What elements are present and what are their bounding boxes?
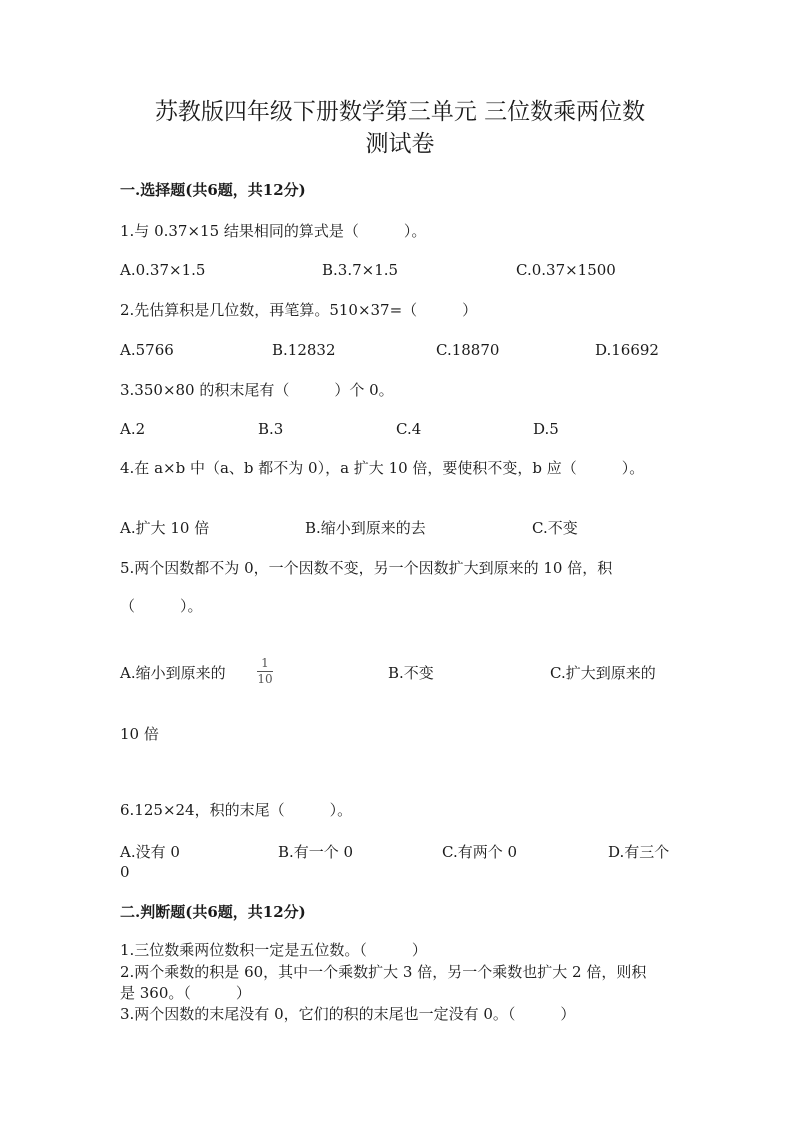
question-6-option-c: C.有两个 0 [442, 843, 518, 861]
question-1-option-a: A.0.37×1.5 [120, 261, 206, 279]
question-2-option-d: D.16692 [595, 341, 659, 359]
judgement-item-3: 3.两个因数的末尾没有 0，它们的积的末尾也一定没有 0。（ ） [120, 1005, 576, 1023]
question-1-stem: 1.与 0.37×15 结果相同的算式是（ ）。 [120, 222, 427, 240]
question-3-option-b: B.3 [258, 420, 284, 438]
question-5-option-a: A.缩小到原来的 [120, 664, 226, 682]
page-title-line2: 测试卷 [365, 131, 435, 157]
question-6-option-a: A.没有 0 [120, 843, 180, 861]
question-5-option-c-continuation: 10 倍 [120, 725, 159, 743]
question-3-option-a: A.2 [120, 420, 146, 438]
question-4-stem: 4.在 a×b 中（a、b 都不为 0），a 扩大 10 倍，要使积不变，b 应（ ）。 [120, 459, 645, 477]
question-3-option-c: C.4 [396, 420, 422, 438]
question-5-stem-line2: （ ）。 [120, 597, 203, 615]
question-2-option-c: C.18870 [436, 341, 500, 359]
question-5-stem-line1: 5.两个因数都不为 0，一个因数不变，另一个因数扩大到原来的 10 倍，积 [120, 559, 613, 577]
question-6-option-d: D.有三个 [608, 843, 670, 861]
question-4-option-a: A.扩大 10 倍 [120, 519, 210, 537]
question-1-option-c: C.0.37×1500 [516, 261, 616, 279]
question-2-option-b: B.12832 [272, 341, 336, 359]
question-6-option-b: B.有一个 0 [278, 843, 354, 861]
fraction-denominator: 10 [257, 672, 273, 686]
question-3-option-d: D.5 [533, 420, 559, 438]
question-6-option-d-continuation: 0 [120, 863, 130, 881]
section-heading-true-false: 二.判断题(共6题，共12分) [120, 903, 306, 921]
question-1-option-b: B.3.7×1.5 [322, 261, 399, 279]
judgement-item-1: 1.三位数乘两位数积一定是五位数。（ ） [120, 941, 427, 959]
question-4-option-b: B.缩小到原来的去 [305, 519, 426, 537]
question-2-option-a: A.5766 [120, 341, 174, 359]
question-3-stem: 3.350×80 的积末尾有（ ）个 0。 [120, 381, 394, 399]
question-4-option-c: C.不变 [532, 519, 578, 537]
section-heading-choice: 一.选择题(共6题，共12分) [120, 181, 306, 199]
judgement-item-2-line2: 是 360。（ ） [120, 984, 251, 1002]
question-5-option-c: C.扩大到原来的 [550, 664, 656, 682]
judgement-item-2-line1: 2.两个乘数的积是 60，其中一个乘数扩大 3 倍，另一个乘数也扩大 2 倍，则积 [120, 963, 647, 981]
question-6-stem: 6.125×24，积的末尾（ ）。 [120, 801, 353, 819]
page-title-line1: 苏教版四年级下册数学第三单元 三位数乘两位数 [154, 99, 646, 125]
fraction-numerator: 1 [261, 656, 269, 670]
question-5-option-b: B.不变 [388, 664, 434, 682]
fraction-one-tenth [257, 657, 273, 686]
question-2-stem: 2.先估算积是几位数，再笔算。510×37=（ ） [120, 301, 478, 319]
